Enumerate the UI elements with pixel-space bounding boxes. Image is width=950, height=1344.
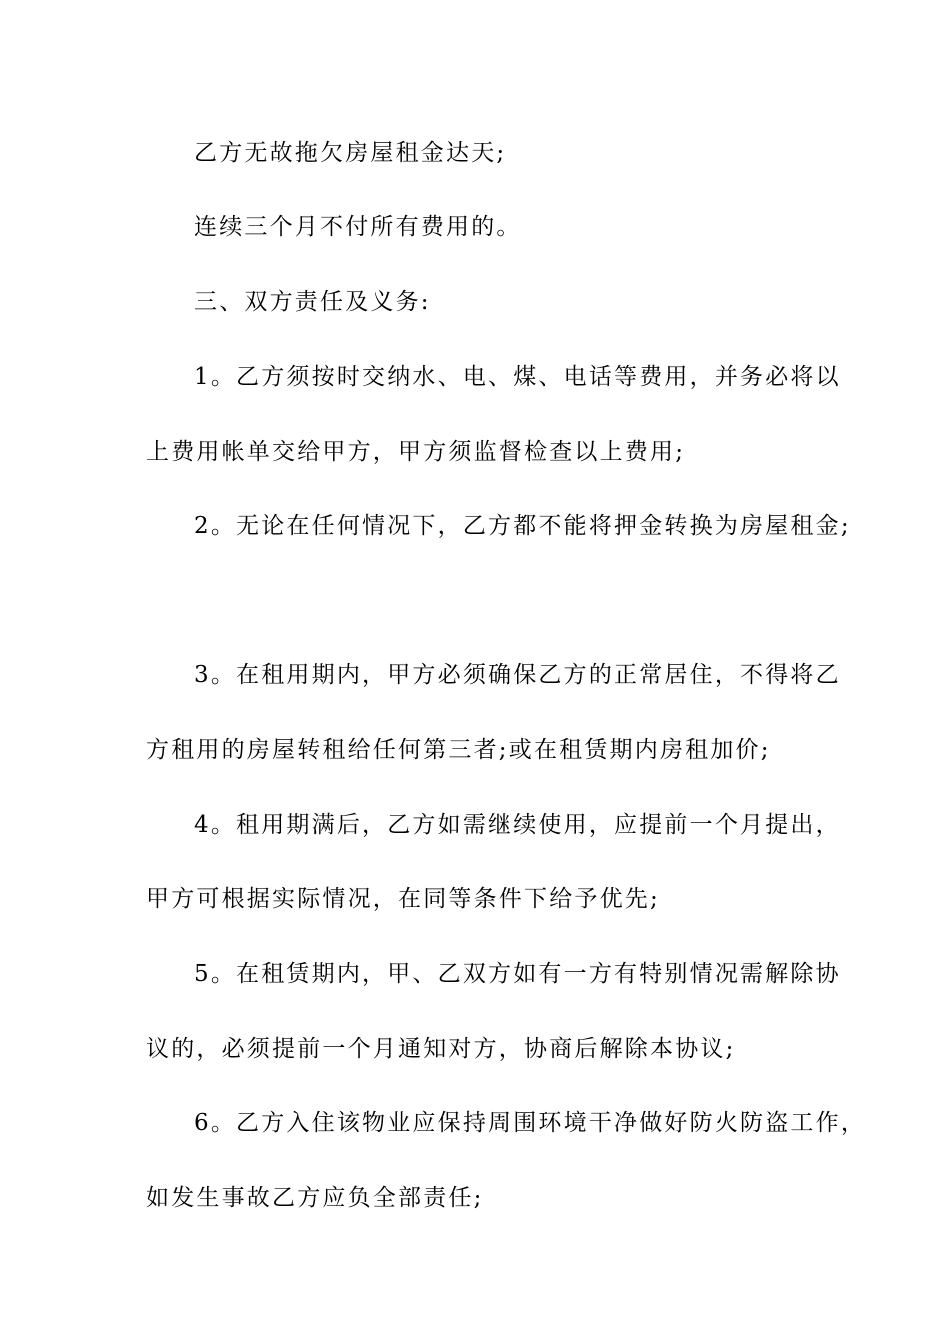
paragraph-line: 乙方无故拖欠房屋租金达天;: [194, 140, 507, 166]
paragraph-line: 上费用帐单交给甲方，甲方须监督检查以上费用;: [146, 439, 686, 465]
paragraph-line: 方租用的房屋转租给任何第三者;或在租赁期内房租加价;: [146, 737, 771, 763]
paragraph-line: 3。在租用期内，甲方必须确保乙方的正常居住，不得将乙: [194, 662, 841, 688]
paragraph-line: 1。乙方须按时交纳水、电、煤、电话等费用，并务必将以: [194, 364, 841, 390]
paragraph-line: 如发生事故乙方应负全部责任;: [146, 1185, 484, 1211]
paragraph-line: 甲方可根据实际情况，在同等条件下给予优先;: [146, 886, 660, 912]
paragraph-line: 4。租用期满后，乙方如需继续使用，应提前一个月提出，: [194, 812, 841, 838]
paragraph-line: 2。无论在任何情况下，乙方都不能将押金转换为房屋租金;: [194, 513, 851, 539]
paragraph-line: 6。乙方入住该物业应保持周围环境干净做好防火防盗工作，: [194, 1110, 867, 1136]
paragraph-line: 5。在租赁期内，甲、乙双方如有一方有特别情况需解除协: [194, 961, 841, 987]
section-heading: 三、双方责任及义务:: [194, 289, 431, 315]
paragraph-line: 议的，必须提前一个月通知对方，协商后解除本协议;: [146, 1036, 736, 1062]
paragraph-line: 连续三个月不付所有费用的。: [194, 214, 522, 240]
